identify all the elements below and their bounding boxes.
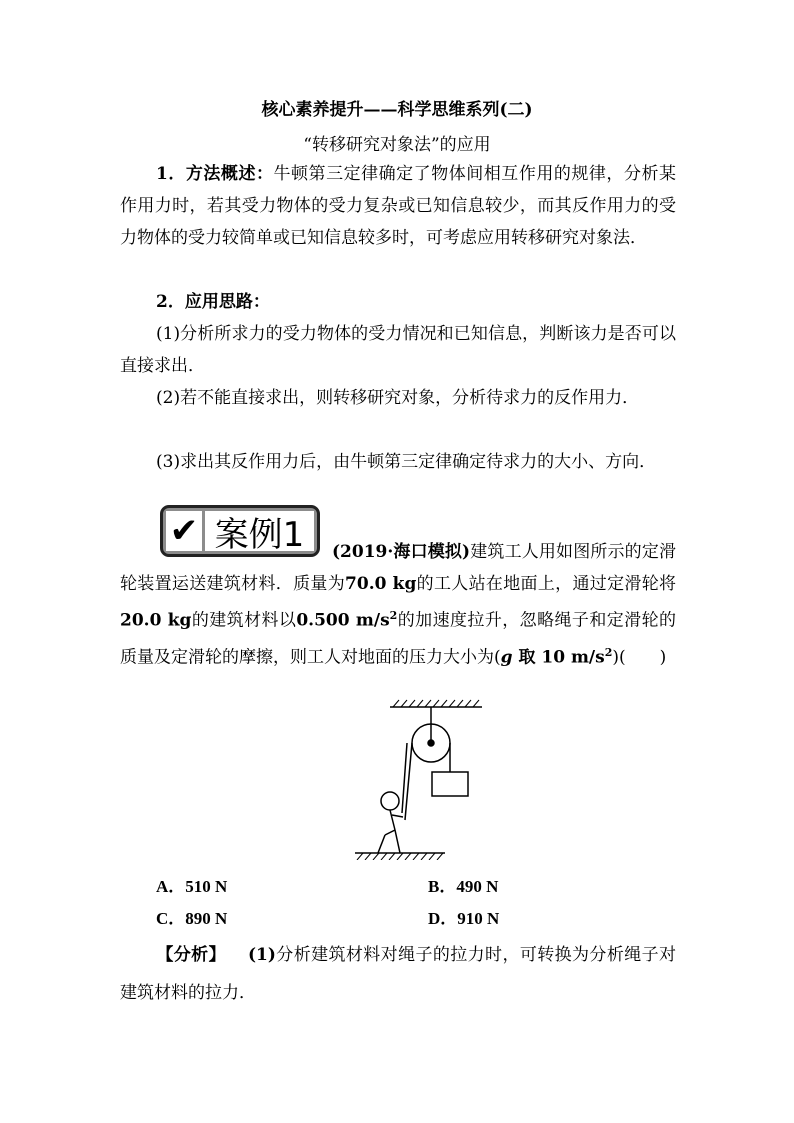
gravity-symbol: g	[500, 647, 513, 668]
analysis-label: 【分析】	[156, 945, 226, 965]
pulley-diagram	[345, 695, 485, 860]
material-mass: 20.0 kg	[120, 610, 192, 631]
analysis-step: (1)	[247, 945, 276, 965]
step-2: (2)若不能直接求出，则转移研究对象，分析待求力的反作用力．	[156, 388, 640, 408]
case-badge-label: 案例1	[205, 511, 314, 551]
case-source: (2019·海口模拟)	[332, 542, 471, 562]
check-icon: ✔	[166, 511, 202, 551]
section-method-overview	[120, 158, 676, 254]
option-b: B．490 N	[428, 877, 499, 896]
page-title: 核心素养提升——科学思维系列(二)	[261, 100, 533, 120]
worker-mass: 70.0 kg	[345, 574, 417, 594]
section-application-heading	[120, 286, 676, 318]
option-c: C．890 N	[156, 909, 228, 928]
acceleration: 0.500 m/s	[296, 610, 390, 631]
gravity-value: 取 10 m/s	[512, 647, 605, 668]
analysis-text: 分析建筑材料对绳子的拉力时，可转换为分析绳子对建筑材料的拉力．	[120, 945, 677, 1003]
page-subtitle: “转移研究对象法”的应用	[303, 135, 491, 155]
section-heading: 1．方法概述：	[156, 164, 274, 184]
option-d: D．910 N	[428, 909, 500, 928]
step-1: (1)分析所求力的受力物体的受力情况和已知信息，判断该力是否可以直接求出．	[120, 324, 676, 376]
section-body: 牛顿第三定律确定了物体间相互作用的规律，分析某作用力时，若其受力物体的受力复杂或已知信息较少，而其反作用力的受力物体的受力较简单或已知信息较多时，可考虑应用转移研究对象法．	[120, 164, 676, 248]
option-a: A．510 N	[156, 877, 228, 896]
case-problem: (2019·海口模拟)建筑工人用如图所示的定滑轮装置运送建筑材料．质量为70.0 kg的工人站在地面上，通过定滑轮将20.0 kg的建筑材料以0.500 $m/s^2$的加速度拉升，忽略绳子和定滑轮的质量及定滑轮的摩擦，则工人对地面的压力大小为(g 取 10 $m/s^2$)( )	[120, 542, 677, 668]
analysis-paragraph	[120, 936, 676, 1012]
section-heading: 2．应用思路：	[156, 292, 270, 312]
step-3: (3)求出其反作用力后，由牛顿第三定律确定待求力的大小、方向．	[156, 452, 657, 472]
